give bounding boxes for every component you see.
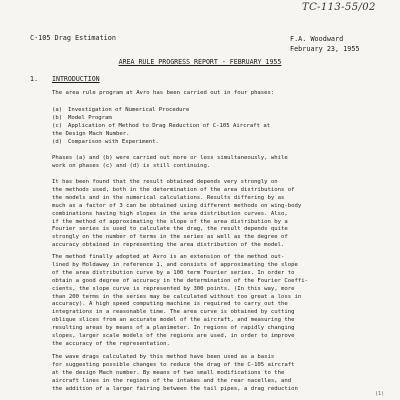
phase-list: [52, 107, 270, 147]
paragraph-avro-method: [52, 254, 382, 349]
phase-item: [52, 139, 270, 147]
phase-item: [52, 107, 270, 115]
phase-letter: (d): [52, 138, 63, 145]
text-line: much as a factor of 3 can be obtained using different methods on wing-body: [52, 202, 302, 209]
text-line: of the area distribution curve by a 100 term Fourier series. In order to: [52, 269, 295, 276]
text-line: if the method of approximating the slope of the area distribution by a: [52, 218, 288, 225]
text-line: slopes, larger scale models of the regions are used, in order to improve: [52, 333, 295, 340]
text-line: lined by Holdaway in reference 1, and consists of approximating the slope: [52, 261, 298, 268]
intro-lead: The area rule program at Avro has been carried out in four phases:: [52, 90, 275, 96]
phase-text: Application of Method to Drag Reduction of C-105 Aircraft at: [68, 122, 271, 129]
text-line: the methods used, both in the determination of the area distributions of: [52, 186, 295, 193]
section-heading: [30, 75, 100, 83]
text-line: the addition of a larger fairing between the tail pipes, a drag reduction: [52, 385, 298, 392]
text-line: Phases (a) and (b) were carried out more or less simultaneously, while: [52, 155, 288, 161]
author-date-block: [290, 34, 360, 54]
text-line: It has been found that the result obtained depends very strongly on: [52, 179, 278, 185]
date: February 23, 1955: [290, 45, 360, 53]
subject-line: C-105 Drag Estimation: [30, 34, 116, 42]
section-number: 1.: [30, 75, 38, 83]
text-line: the accuracy of the representation.: [52, 340, 170, 347]
text-line: accuracy obtained in representing the area distribution of the model.: [52, 242, 285, 249]
margin-mark: (1): [374, 391, 384, 397]
phase-text: Investigation of Numerical Procedure: [68, 107, 190, 113]
text-line: The wave drags calculated by this method have been used as a basis: [52, 354, 275, 360]
text-line: work on phases (c) and (d) is still continuing.: [52, 162, 211, 169]
text-line: for suggesting possible changes to reduce the drag of the C-105 aircraft: [52, 361, 295, 368]
phase-letter: (b): [52, 114, 63, 121]
report-title: AREA RULE PROGRESS REPORT - FEBRUARY 1955: [118, 58, 282, 66]
phase-item: [52, 123, 270, 131]
text-line: aircraft lines in the regions of the intakes and the rear nacelles, and: [52, 377, 292, 384]
text-line: combinations having high slopes in the area distribution curves. Also,: [52, 210, 288, 217]
text-line: at the design Mach number. By means of two small modifications to the: [52, 369, 285, 376]
text-line: resulting areas by means of a planimeter. In regions of rapidly changing: [52, 325, 295, 332]
text-line: The method finally adopted at Avro is an extension of the method out-: [52, 254, 285, 260]
text-line: oblique slices from an accurate model of the aircraft, and measuring the: [52, 317, 295, 324]
phase-text: Model Program: [68, 114, 112, 121]
text-line: strongly on the number of terms in the series as well as the degree of: [52, 234, 288, 241]
text-line: the models and in the numerical calculations. Results differing by as: [52, 194, 285, 201]
text-line: than 200 terms in the series may be calculated without too great a loss in: [52, 293, 302, 300]
status-paragraph: [52, 155, 382, 171]
text-line: accuracy). A high speed computing machine is required to carry out the: [52, 301, 288, 308]
phase-text: Comparison with Experiment.: [68, 138, 159, 145]
text-line: integrations in a reasonable time. The area curve is obtained by cutting: [52, 309, 295, 316]
section-title: INTRODUCTION: [52, 75, 100, 83]
paragraph-methods: [52, 179, 382, 250]
text-line: obtain a good degree of accuracy in the determination of the Fourier Coeffi-: [52, 277, 308, 284]
text-line: Fourier series is used to calculate the drag, the result depends quite: [52, 226, 288, 233]
phase-letter: (c): [52, 122, 63, 129]
paragraph-drag-reduction: [52, 354, 382, 394]
phase-letter: (a): [52, 107, 63, 113]
phase-item: [52, 115, 270, 123]
intro-lead-paragraph: [52, 90, 382, 98]
text-line: cients, the slope curve is represented by 300 points. (In this way, more: [52, 285, 295, 292]
author: F.A. Woodward: [290, 35, 344, 43]
phase-text-continued: the Design Mach Number.: [52, 130, 130, 137]
handwritten-reference: TC-113-55/02: [302, 2, 376, 13]
